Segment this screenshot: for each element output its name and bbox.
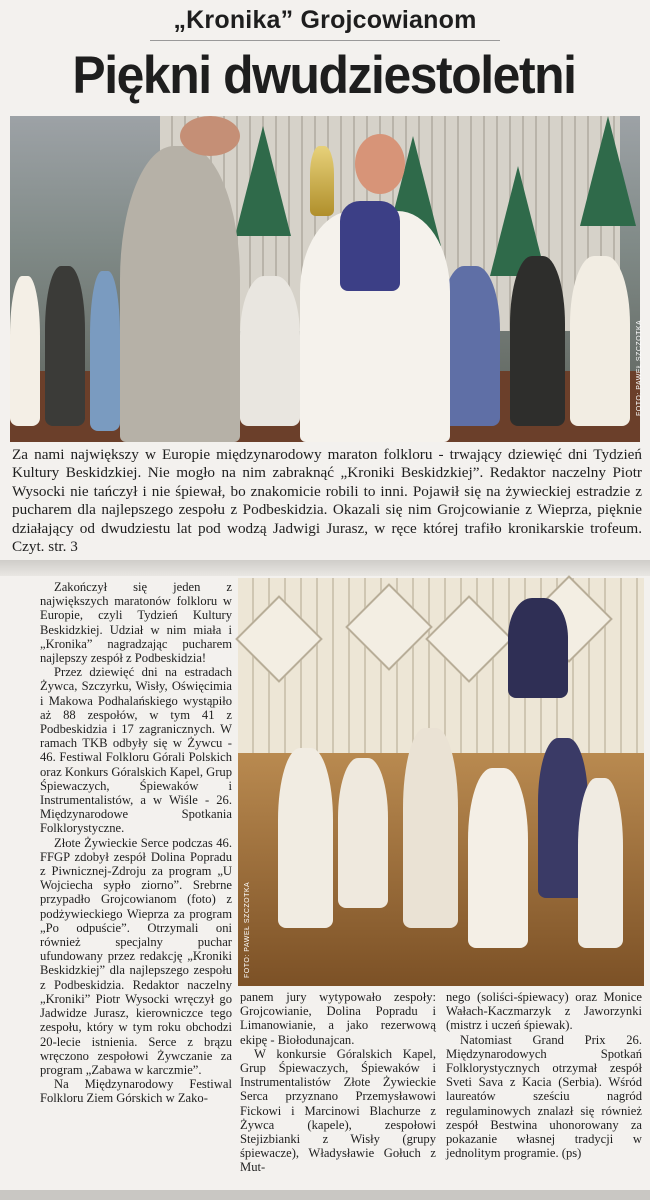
article-column-1 xyxy=(40,580,232,1188)
dancer-figure xyxy=(10,276,40,426)
lead-paragraph: Za nami największy w Europie międzynarodowy maraton folkloru - trwający dziewięć dni Tydzień Kultury Beskidzkiej. Nie mogło na nim zabraknąć „Kroniki Beskidzkiej”. Redaktor naczelny Piotr Wysocki nie tańczył i nie śpiewał, bo znakomicie robili to inni. Pojawił się na żywieckiej estradzie z pucharem dla najlepszego zespołu z Podbeskidzia. Okazali się nim Grojcowianie z Wieprza, pięknie działający od dwudziestu lat pod wodzą Jadwigi Jurasz, w ręce której trafiło kronikarskie trofeum. Czyt. str. 3 xyxy=(12,446,642,556)
dancer-figure xyxy=(45,266,85,426)
dancer-figure xyxy=(508,598,568,698)
article-column-3 xyxy=(446,990,642,1188)
dancer-figure xyxy=(278,748,333,928)
dancer-figure xyxy=(468,768,528,948)
man-head xyxy=(180,116,240,156)
decoration-tree xyxy=(580,116,636,226)
man-presenting xyxy=(120,146,240,442)
article-paragraph: W konkursie Góralskich Kapel, Grup Śpiewaczych, Śpiewaków i Instrumentalistów Złote Żywieckie Serca przyznano Przemysławowi Fickowi i Marcinowi Blachurze z Żywca (kapele), zespołowi Stejizbianki z Wisły (grupy śpiewacze), Władysławie Gołuch z Mut- xyxy=(240,1046,436,1175)
dancer-figure xyxy=(570,256,630,426)
dancer-figure xyxy=(90,271,120,431)
bottom-rule xyxy=(0,1190,650,1200)
article-paragraph: panem jury wytypowało zespoły: Grojcowianie, Dolina Popradu i Limanowianie, a jako rezerwową ekipę - Biołodunajcan. xyxy=(240,990,436,1047)
article-paragraph: Złote Żywieckie Serce podczas 46. FFGP zdobył zespół Dolina Popradu z Piwnicznej-Zdroju za program „U Wojciecha sypło ziorno”. Srebrne przypadło Grojcowianom (foto) z podżywieckiego Wieprza za program „Po odpuście”. Otrzymali oni również specjalny puchar ufundowany przez redakcję „Kroniki Beskidzkiej” dla najlepszego zespołu z Podbeskidzia. Redaktor naczelny „Kroniki” Piotr Wysocki wręczył go Jadwidze Jurasz, kierowniczce tego zespołu, który w tym roku obchodzi 20-lecie istnienia. Serce z brązu wręczono zespołowi Żywczanie za program „Zabawa w karczmie”. xyxy=(40,835,232,1077)
article-paragraph: Natomiast Grand Prix 26. Międzynarodowych Spotkań Folklorystycznych otrzymał zespół Sveti Sava z Kacia (Serbia). Wśród laureatów sześciu nagród regulaminowych znalazł się również zespół Bestwina uhonorowany za pokazanie własnej tradycji w jednolitym programie. (ps) xyxy=(446,1032,642,1161)
headline: Piękni dwudziestoletni xyxy=(72,46,576,105)
photo-credit: FOTO: PAWEŁ SZCZOTKA xyxy=(244,881,251,978)
photo-credit: FOTO: PAWEŁ SZCZOTKA xyxy=(636,319,643,416)
photo-folk-dancers xyxy=(238,578,644,986)
article-paragraph: Na Międzynarodowy Festiwal Folkloru Ziem Górskich w Zako- xyxy=(40,1077,232,1106)
trophy-icon xyxy=(310,146,334,216)
decoration-tree xyxy=(235,126,291,236)
dancer-figure xyxy=(403,728,458,928)
article-paragraph: nego (soliści-śpiewacy) oraz Monice Wałach-Kaczmarzyk z Jaworzynki (mistrz i uczeń śpiewak). xyxy=(446,990,642,1033)
dancer-figure xyxy=(240,276,300,426)
article-column-2 xyxy=(240,990,436,1188)
kicker-title: „Kronika” Grojcowianom xyxy=(150,6,500,41)
dancer-figure xyxy=(510,256,565,426)
photo-award-ceremony xyxy=(10,116,643,442)
dancer-figure xyxy=(338,758,388,908)
article-paragraph: Zakończył się jeden z największych maratonów folkloru w Europie, czyli Tydzień Kultury Beskidzkiej. Udział w nim miała i „Kronika” nagradzając pucharem najlepszy zespół z Podbeskidzia! xyxy=(40,580,232,666)
dancer-figure xyxy=(578,778,623,948)
article-paragraph: Przez dziewięć dni na estradach Żywca, Szczyrku, Wisły, Oświęcimia i Makowa Podhalańskiego wystąpiło aż 88 zespołów, w tym 41 z Podbeskidzia i 17 zagranicznych. W ramach TKB odbyły się w Żywcu - 46. Festiwal Folkloru Górali Polskich oraz Konkurs Góralskich Kapel, Grup Śpiewaczych, Śpiewaków i Instrumentalistów, a w Wiśle - 26. Międzynarodowe Spotkania Folklorystyczne. xyxy=(40,665,232,836)
section-divider xyxy=(0,560,650,576)
folk-vest xyxy=(340,201,400,291)
woman-head xyxy=(355,134,405,194)
